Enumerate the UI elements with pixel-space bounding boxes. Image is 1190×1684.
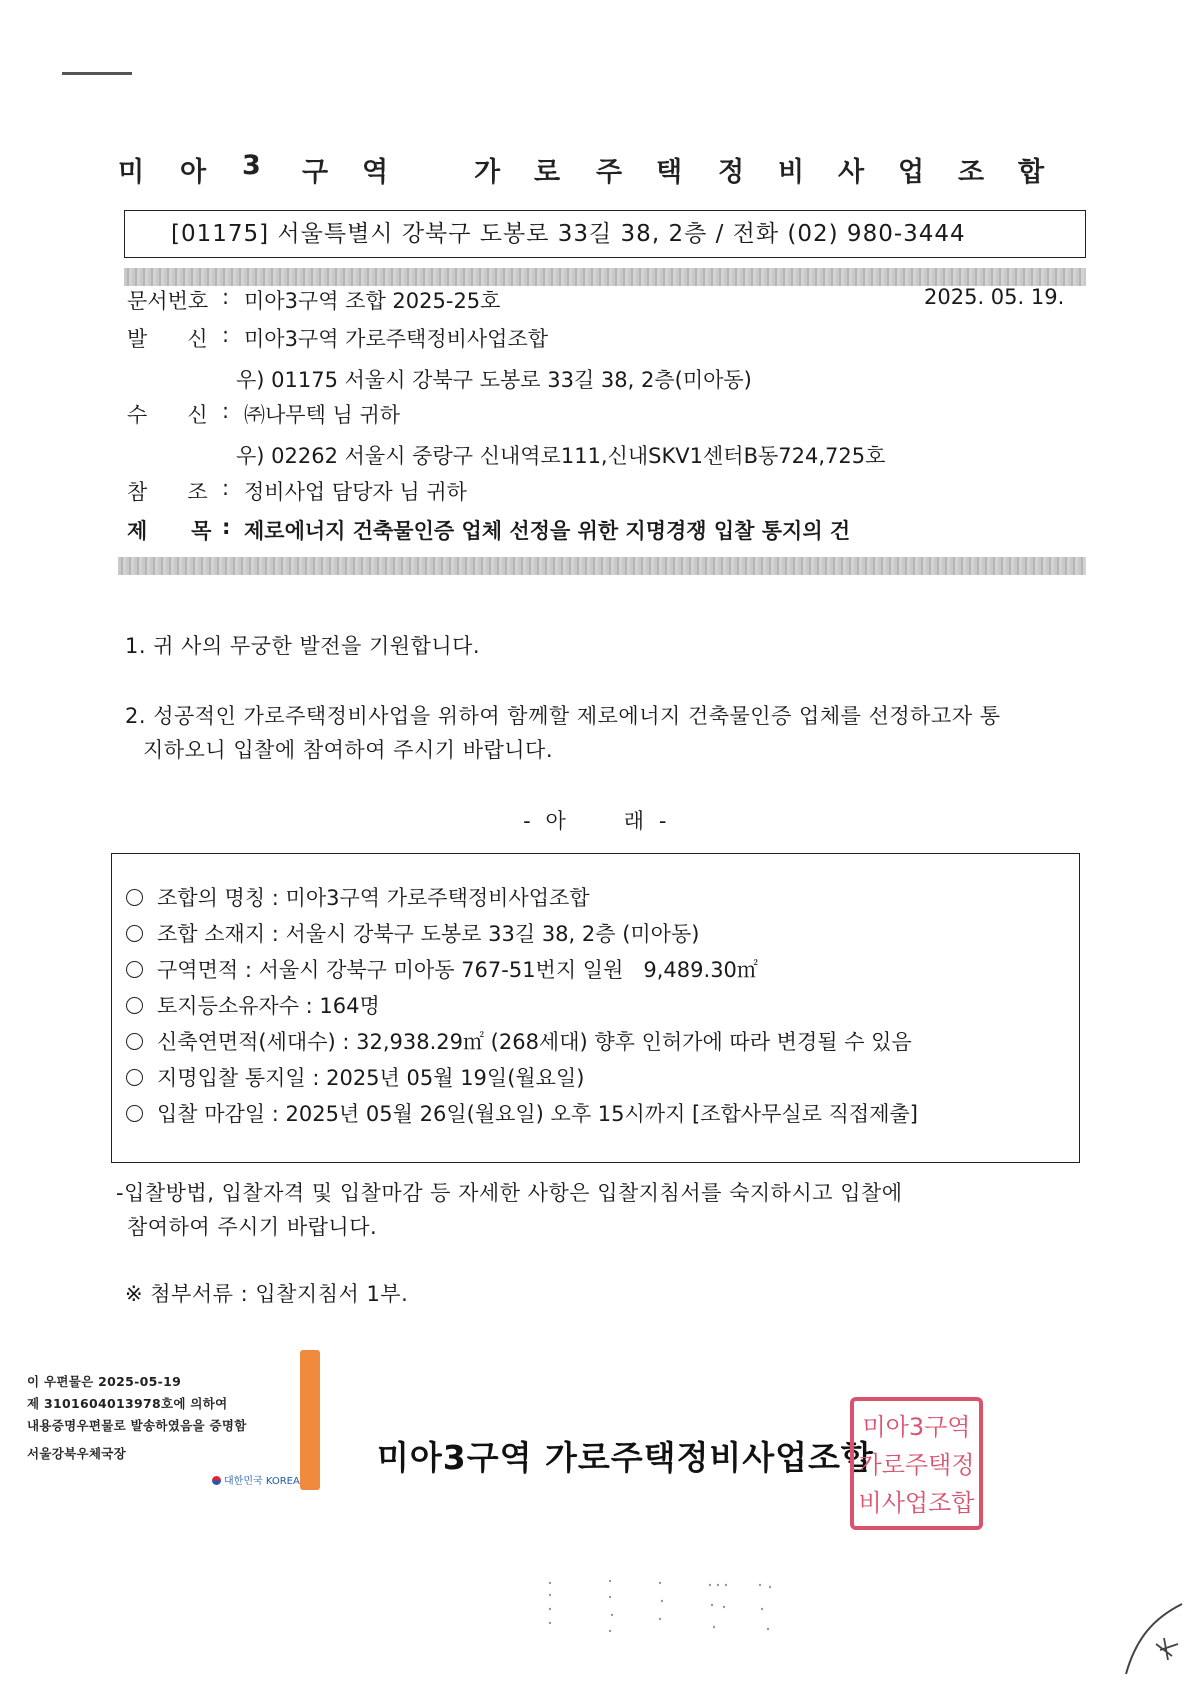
reference-label: 참 조 — [127, 480, 208, 504]
receiver-label: 수 신 — [127, 403, 208, 427]
bullet-circle-icon — [126, 1105, 143, 1122]
postal-certification-line-3: 내용증명우편물로 발송하였음을 증명함 — [27, 1418, 247, 1433]
postal-office-name: 서울강북우체국장 — [27, 1446, 127, 1461]
detail-item: 입찰 마감일 : 2025년 05월 26일(월요일) 오후 15시까지 [조합사무실로 직접제출] — [126, 1098, 918, 1128]
colon: : — [222, 515, 231, 539]
paragraph-2-line-1: 2. 성공적인 가로주택정비사업을 위하여 함께할 제로에너지 건축물인증 업체를 선정하고자 통 — [125, 704, 1001, 728]
bullet-circle-icon — [126, 997, 143, 1014]
organization-title-char: 조 — [958, 157, 985, 188]
bullet-circle-icon — [126, 1069, 143, 1086]
details-heading: - 아 래 - — [523, 809, 667, 833]
top-margin-mark — [62, 72, 132, 75]
sender-name: 미아3구역 가로주택정비사업조합 — [244, 327, 549, 351]
corner-handwritten-mark — [1120, 1598, 1186, 1678]
subject-label: 제 목 — [127, 519, 212, 543]
organization-title-char: 합 — [1018, 157, 1045, 188]
detail-item: 신축연면적(세대수) : 32,938.29㎡ (268세대) 향후 인허가에 따라 변경될 수 있음 — [126, 1026, 912, 1056]
colon: : — [222, 476, 230, 500]
receiver-row — [0, 399, 1190, 429]
colon: : — [222, 323, 230, 347]
organization-title-char: 아 — [180, 157, 207, 188]
postal-certification-line-1: 이 우편물은 2025-05-19 — [27, 1374, 182, 1389]
organization-title-char: 3 — [242, 150, 261, 181]
header-divider-bottom — [118, 557, 1086, 575]
paragraph-1: 1. 귀 사의 무궁한 발전을 기원합니다. — [125, 634, 481, 658]
seal-row-3: 비사업조합 — [858, 1489, 975, 1517]
faint-stamp-marks — [530, 1575, 800, 1650]
note-line-1: -입찰방법, 입찰자격 및 입찰마감 등 자세한 사항은 입찰지침서를 숙지하시고 입찰에 — [116, 1181, 903, 1205]
reference-value: 정비사업 담당자 님 귀하 — [244, 480, 467, 504]
sender-row — [0, 323, 1190, 353]
organization-title-char: 정 — [718, 157, 745, 188]
organization-title-char: 주 — [596, 157, 623, 188]
organization-title-char: 업 — [898, 157, 925, 188]
detail-item: 지명입찰 통지일 : 2025년 05월 19일(월요일) — [126, 1062, 584, 1092]
doc-number: 미아3구역 조합 2025-25호 — [244, 289, 501, 313]
header-divider-top — [124, 268, 1086, 286]
receiver-address: 우) 02262 서울시 중랑구 신내역로111,신내SKV1센터B동724,725호 — [236, 444, 886, 468]
organization-title-char: 비 — [778, 157, 805, 188]
postal-certification-line-2: 제 3101604013978호에 의하여 — [27, 1396, 228, 1411]
doc-number-row — [0, 285, 1190, 315]
colon: : — [222, 285, 230, 309]
signatory-organization: 미아3구역 가로주택정비사업조합 — [377, 1438, 874, 1477]
bullet-circle-icon — [126, 1033, 143, 1050]
detail-item: 토지등소유자수 : 164명 — [126, 990, 380, 1020]
organization-title-char: 로 — [534, 157, 561, 188]
organization-title-char: 택 — [656, 157, 683, 188]
note-line-2: 참여하여 주시기 바랍니다. — [127, 1215, 378, 1239]
subject-row — [0, 515, 1190, 545]
postal-stamp-strip — [300, 1350, 320, 1490]
colon: : — [222, 399, 230, 423]
detail-item: 조합의 명칭 : 미아3구역 가로주택정비사업조합 — [126, 882, 590, 912]
receiver-name: ㈜나무텍 님 귀하 — [244, 403, 401, 427]
document-date: 2025. 05. 19. — [924, 285, 1065, 309]
detail-item: 조합 소재지 : 서울시 강북구 도봉로 33길 38, 2층 (미아동) — [126, 918, 699, 948]
bullet-circle-icon — [126, 889, 143, 906]
taegeuk-icon — [212, 1476, 221, 1485]
seal-row-1: 미아3구역 — [862, 1413, 971, 1441]
organization-title-char: 가 — [474, 157, 501, 188]
reference-row — [0, 476, 1190, 506]
bullet-circle-icon — [126, 925, 143, 942]
paragraph-2-line-2: 지하오니 입찰에 참여하여 주시기 바랍니다. — [143, 738, 554, 762]
detail-item: 구역면적 : 서울시 강북구 미아동 767-51번지 일원 9,489.30㎡ — [126, 954, 758, 984]
bullet-circle-icon — [126, 961, 143, 978]
organization-title — [118, 150, 1093, 190]
seal-row-2: 가로주택정 — [858, 1451, 975, 1479]
korea-emblem-mark: 대한민국 KOREA — [212, 1472, 300, 1487]
letterhead-address: [01175] 서울특별시 강북구 도봉로 33길 38, 2층 / 전화 (02) 980-3444 — [124, 210, 1086, 258]
details-box — [111, 853, 1080, 1163]
organization-title-char: 구 — [302, 157, 329, 188]
sender-label: 발 신 — [127, 327, 208, 351]
attachment-note: ※ 첨부서류 : 입찰지침서 1부. — [125, 1282, 409, 1306]
official-seal-stamp — [848, 1395, 985, 1532]
organization-title-char: 사 — [838, 157, 865, 188]
organization-title-char: 미 — [118, 157, 145, 188]
subject-value: 제로에너지 건축물인증 업체 선정을 위한 지명경쟁 입찰 통지의 건 — [244, 519, 851, 543]
sender-address: 우) 01175 서울시 강북구 도봉로 33길 38, 2층(미아동) — [236, 368, 752, 392]
doc-number-label: 문서번호 — [127, 289, 209, 313]
organization-title-char: 역 — [362, 157, 389, 188]
